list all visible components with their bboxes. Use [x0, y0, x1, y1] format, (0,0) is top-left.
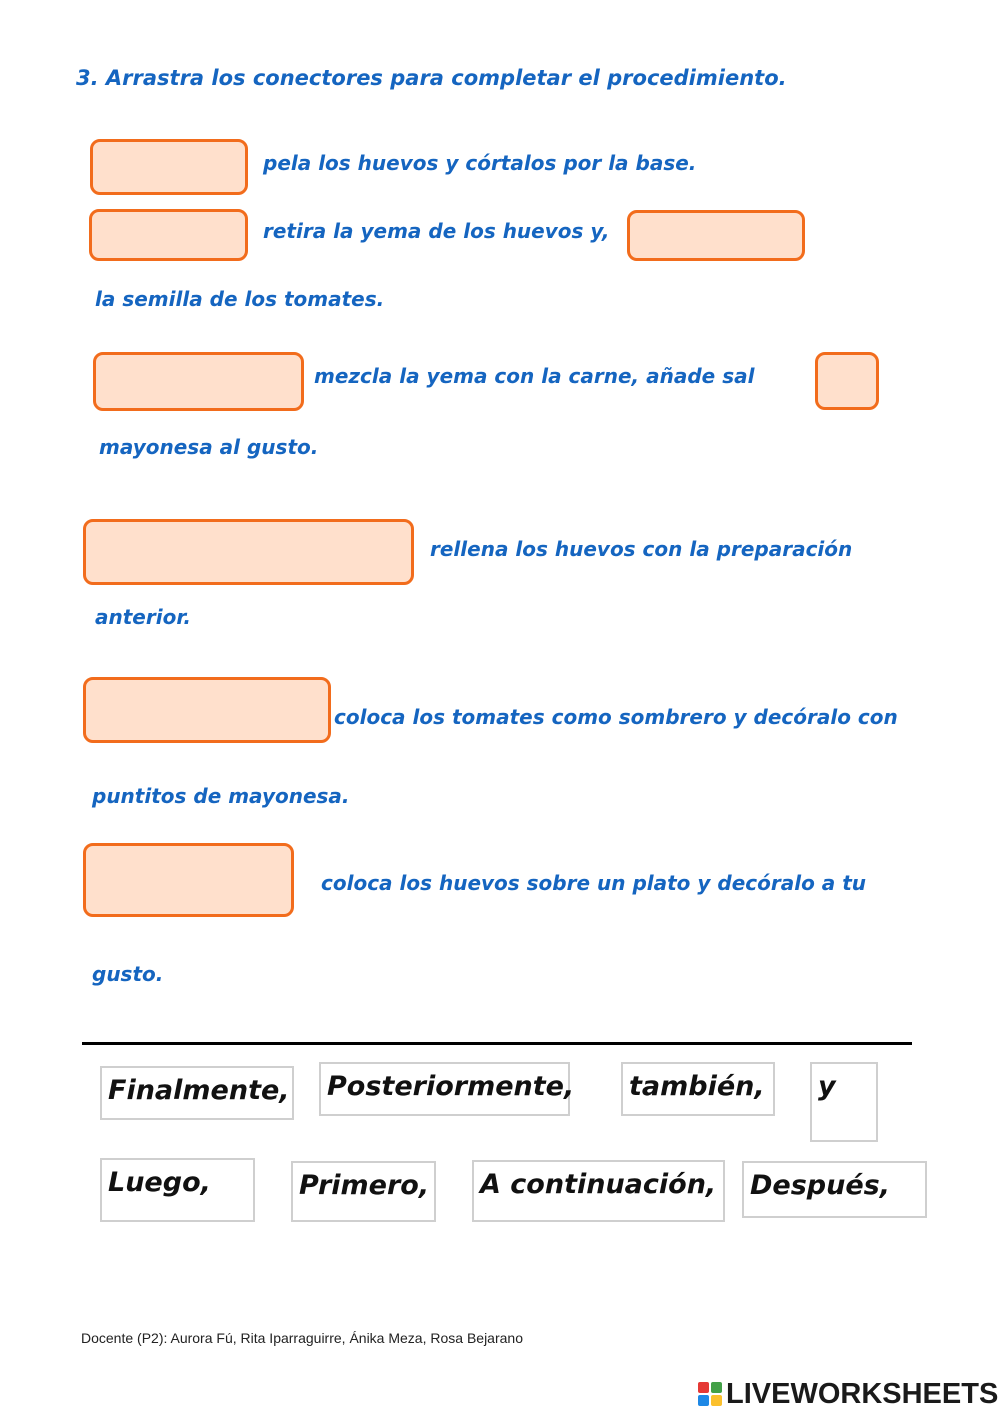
step-text-5: coloca los tomates como sombrero y decóralo con: [334, 705, 898, 729]
step-text-2: retira la yema de los huevos y,: [263, 219, 610, 243]
step-text-2b: la semilla de los tomates.: [95, 287, 385, 311]
drop-zone-4[interactable]: [93, 352, 304, 411]
word-tile-luego[interactable]: Luego,: [100, 1158, 255, 1222]
divider-line: [82, 1042, 912, 1045]
exercise-title: 3. Arrastra los conectores para completar el procedimiento.: [76, 66, 787, 90]
word-tile-finalmente[interactable]: Finalmente,: [100, 1066, 294, 1120]
word-tile-tambien[interactable]: también,: [621, 1062, 775, 1116]
liveworksheets-logo-icon: [698, 1382, 722, 1406]
drop-zone-5[interactable]: [815, 352, 879, 410]
drop-zone-1[interactable]: [90, 139, 248, 195]
word-tile-despues[interactable]: Después,: [742, 1161, 927, 1218]
drop-zone-6[interactable]: [83, 519, 414, 585]
drop-zone-8[interactable]: [83, 843, 294, 917]
step-text-4: rellena los huevos con la preparación: [430, 537, 853, 561]
step-text-3: mezcla la yema con la carne, añade sal: [314, 364, 755, 388]
step-text-5b: puntitos de mayonesa.: [92, 784, 350, 808]
word-tile-y[interactable]: y: [810, 1062, 878, 1142]
liveworksheets-logo: [698, 1376, 998, 1412]
word-tile-posteriormente[interactable]: Posteriormente,: [319, 1062, 570, 1116]
footer-credits: Docente (P2): Aurora Fú, Rita Iparraguirre, Ánika Meza, Rosa Bejarano: [81, 1330, 523, 1346]
word-tile-primero[interactable]: Primero,: [291, 1161, 436, 1222]
step-text-1: pela los huevos y córtalos por la base.: [263, 151, 697, 175]
step-text-3b: mayonesa al gusto.: [99, 435, 319, 459]
word-tile-a-continuacion[interactable]: A continuación,: [472, 1160, 725, 1222]
step-text-6: coloca los huevos sobre un plato y decóralo a tu: [321, 871, 867, 895]
drop-zone-2[interactable]: [89, 209, 248, 261]
drop-zone-3[interactable]: [627, 210, 805, 261]
brand-name: LIVEWORKSHEETS: [726, 1377, 999, 1410]
step-text-6b: gusto.: [92, 962, 164, 986]
step-text-4b: anterior.: [95, 605, 191, 629]
drop-zone-7[interactable]: [83, 677, 331, 743]
